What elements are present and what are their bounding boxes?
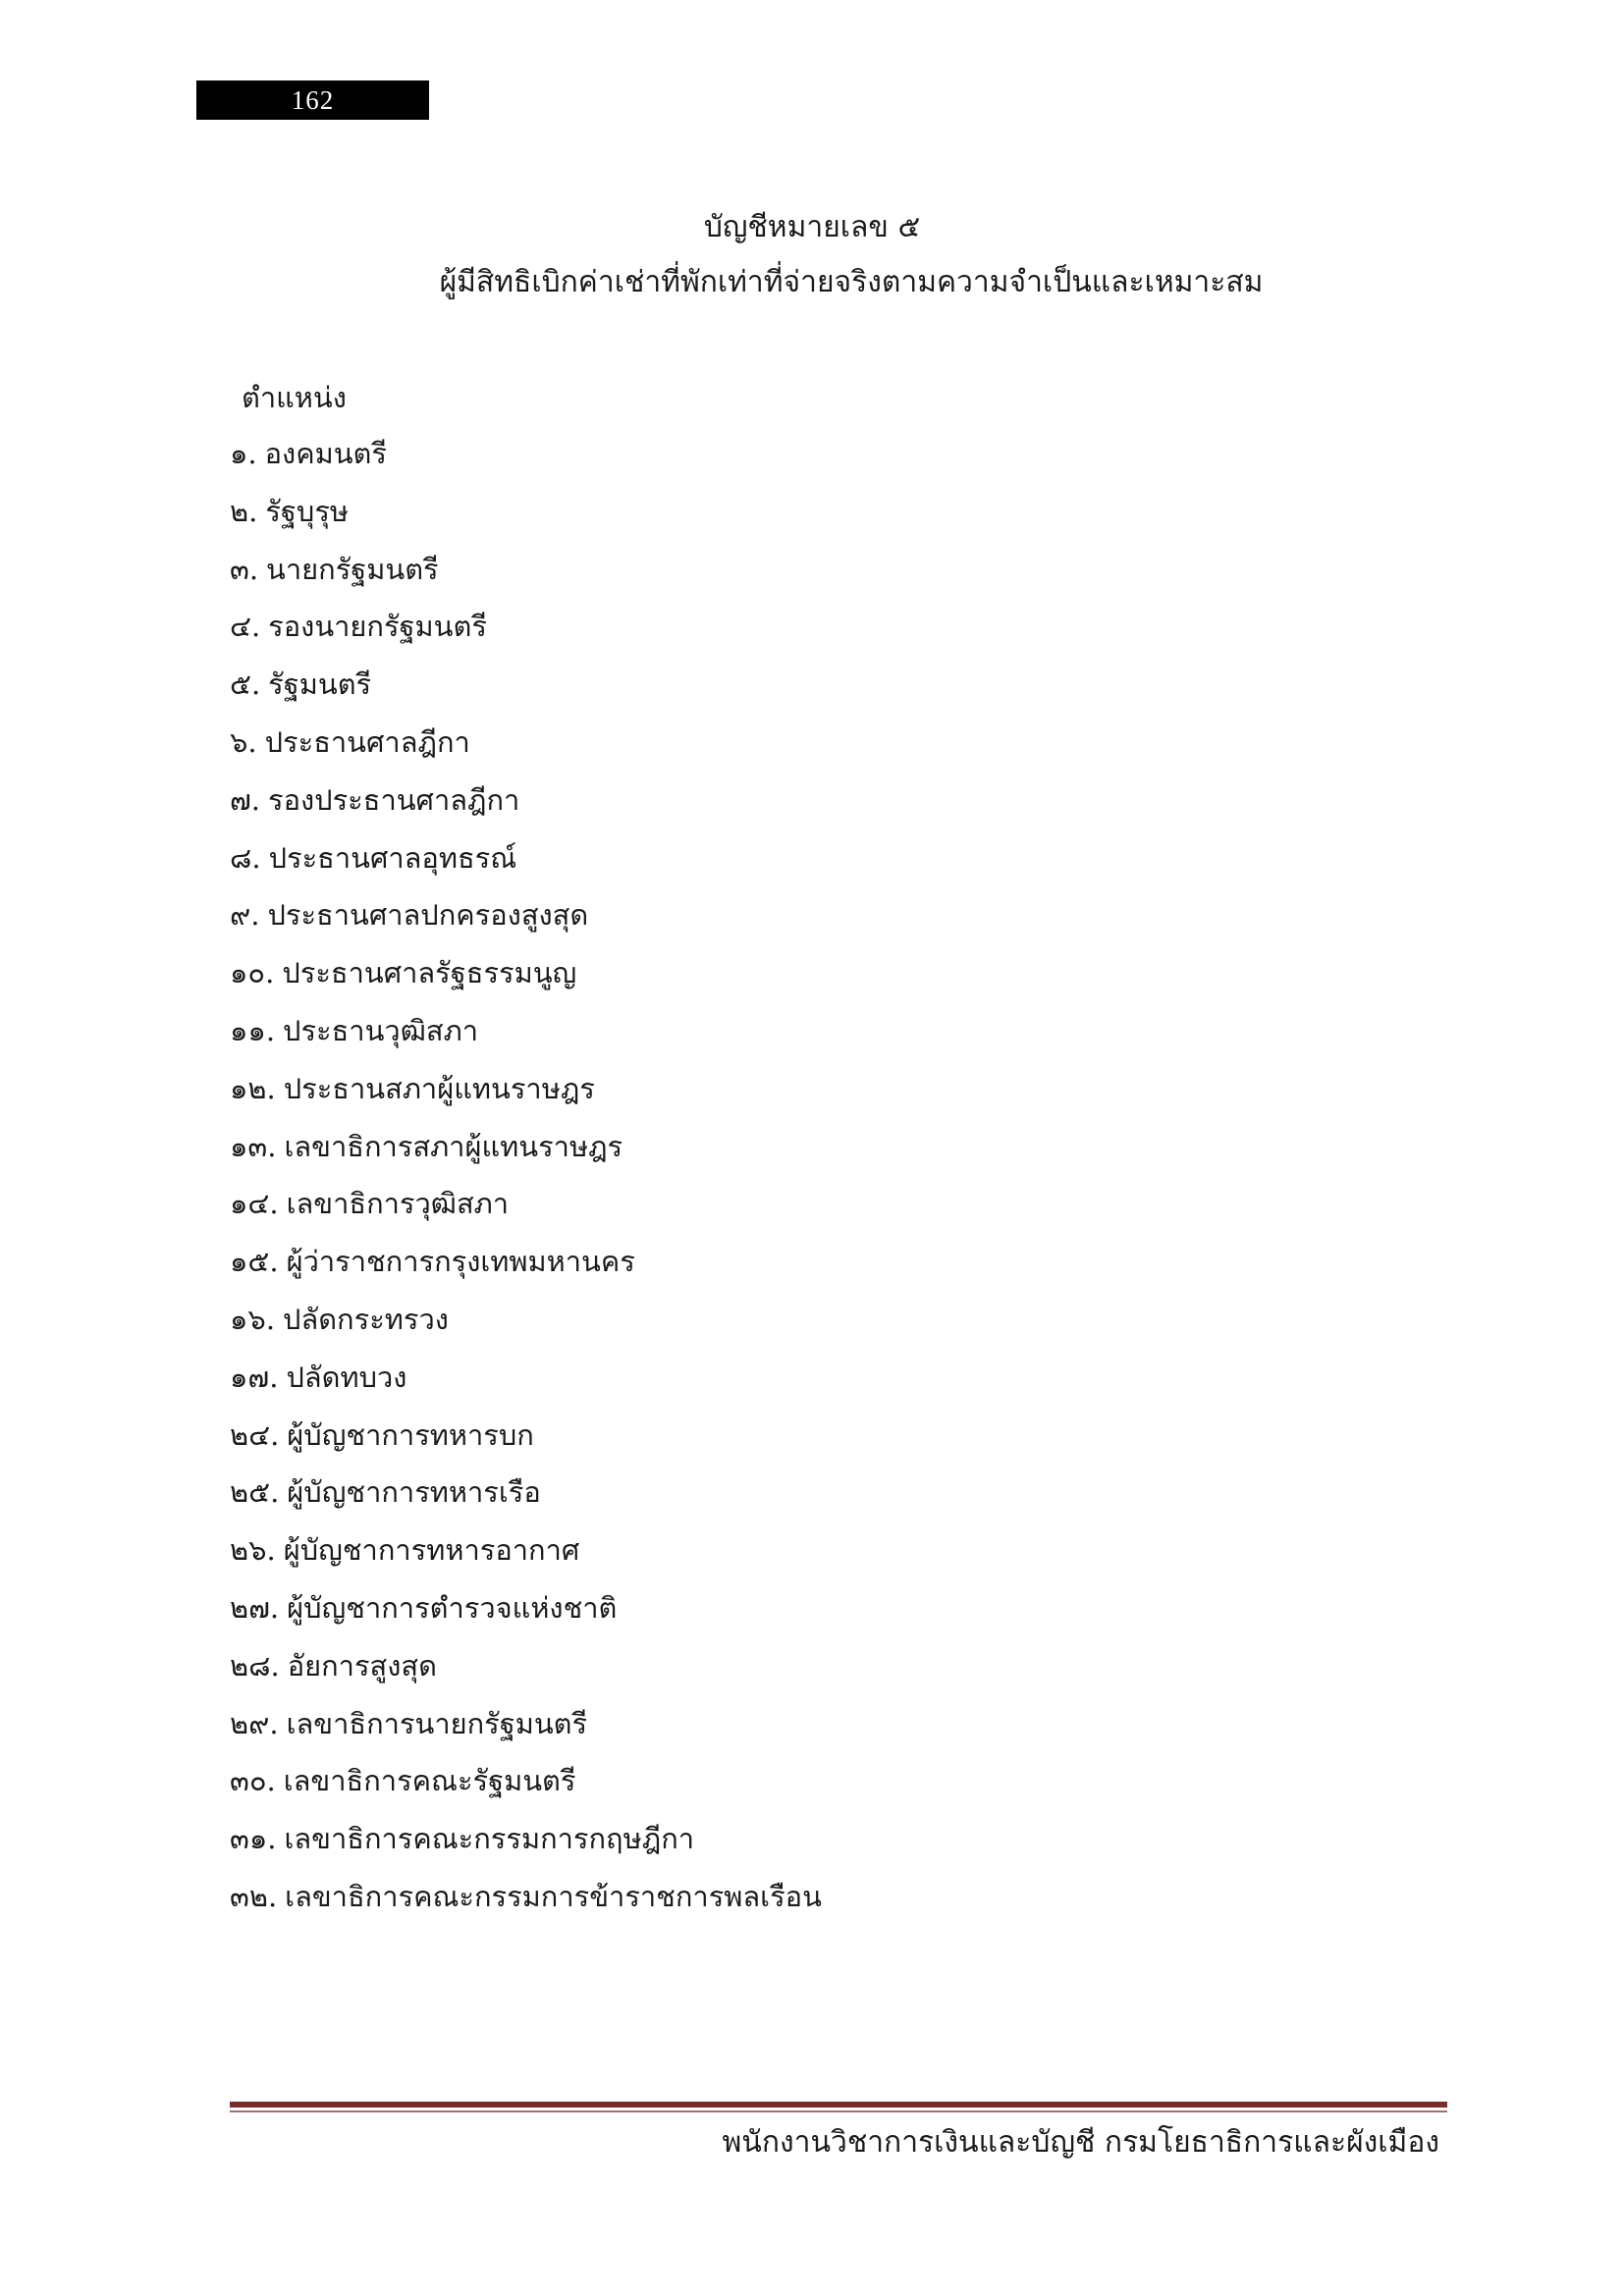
list-item-title: เลขาธิการคณะกรรมการข้าราชการพลเรือน [285,1879,822,1913]
list-item-number: ๑๕. [230,1245,279,1279]
list-item [230,1127,822,1185]
list-item-title: อัยการสูงสุด [287,1648,437,1682]
list-item [230,1877,822,1935]
list-item-number: ๒. [230,494,258,528]
list-item [230,1069,822,1127]
list-item-title: ผู้บัญชาการทหารเรือ [287,1475,541,1510]
list-item-number: ๒๕. [230,1475,280,1510]
list-item [230,1242,822,1300]
footer-text: พนักงานวิชาการเงินและบัญชี กรมโยธาธิการและผังเมือง [722,2125,1439,2160]
list-item-number: ๒๖. [230,1533,276,1568]
list-item [230,492,822,550]
footer-divider-thin [230,2110,1447,2112]
list-item [230,780,822,838]
footer-divider [230,2102,1447,2108]
list-item-number: ๑๑. [230,1013,276,1047]
document-subtitle: ผู้มีสิทธิเบิกค่าเช่าที่พักเท่าที่จ่ายจริงตามความจำเป็นและเหมาะสม [439,265,1264,299]
list-item-number: ๑๗. [230,1360,279,1394]
list-item-title: ผู้บัญชาการตำรวจแห่งชาติ [287,1590,618,1625]
list-item [230,838,822,896]
list-item [230,434,822,492]
list-item [230,1819,822,1877]
list-item-number: ๑๒. [230,1071,276,1105]
list-item [230,895,822,953]
list-item-number: ๖. [230,724,257,759]
list-item-title: ปลัดทบวง [286,1360,407,1394]
document-title: บัญชีหมายเลข ๕ [703,210,921,244]
list-item [230,1704,822,1762]
list-item-number: ๕. [230,667,261,702]
list-item-number: ๒๘. [230,1648,280,1682]
list-item-number: ๒๙. [230,1706,279,1740]
list-item-title: ประธานศาลปกครองสูงสุด [267,898,589,933]
list-item-number: ๒๔. [230,1417,280,1452]
list-item [230,1300,822,1358]
list-item-title: ประธานศาลอุทธรณ์ [268,840,517,875]
list-item-number: ๑. [230,437,257,470]
position-list [230,434,822,1935]
list-item [230,1530,822,1588]
list-item [230,607,822,665]
list-item [230,722,822,780]
list-item-title: นายกรัฐมนตรี [266,552,439,586]
list-item-number: ๔. [230,610,261,644]
list-item-title: ผู้ว่าราชการกรุงเทพมหานคร [286,1245,635,1279]
list-item-title: ผู้บัญชาการทหารบก [287,1417,534,1452]
list-item-title: ปลัดกระทรวง [283,1302,449,1336]
list-item-number: ๗. [230,782,261,817]
list-item-number: ๑๐. [230,956,275,990]
list-item-title: ผู้บัญชาการทหารอากาศ [283,1533,580,1568]
list-item-number: ๒๗. [230,1590,280,1625]
list-item [230,1415,822,1473]
list-item [230,665,822,722]
list-item [230,1472,822,1530]
list-item-title: ประธานวุฒิสภา [283,1013,478,1047]
list-item-title: เลขาธิการคณะรัฐมนตรี [283,1764,576,1798]
list-item-title: เลขาธิการวุฒิสภา [286,1187,510,1221]
list-item [230,1358,822,1415]
list-item [230,1184,822,1242]
list-item-number: ๑๖. [230,1302,276,1336]
list-item-number: ๑๓. [230,1129,277,1163]
list-item-title: รองนายกรัฐมนตรี [268,610,487,644]
list-item-number: ๓๒. [230,1879,278,1913]
list-item-title: รัฐบุรุษ [265,494,350,528]
list-item-title: ประธานศาลรัฐธรรมนูญ [282,956,577,990]
list-item-title: องคมนตรี [264,437,387,470]
page-number-badge: 162 [196,80,429,120]
list-item-title: เลขาธิการนายกรัฐมนตรี [286,1706,588,1740]
list-item [230,1761,822,1819]
list-item [230,1011,822,1069]
list-item-number: ๘. [230,840,261,875]
list-item-title: ประธานสภาผู้แทนราษฎร [283,1071,595,1105]
list-item-title: รองประธานศาลฎีกา [268,782,520,817]
list-item-number: ๑๔. [230,1187,279,1221]
list-item-title: เลขาธิการคณะกรรมการกฤษฎีกา [284,1822,695,1856]
list-item-title: รัฐมนตรี [268,667,372,702]
list-item-title: ประธานศาลฎีกา [264,724,470,759]
list-item-title: เลขาธิการสภาผู้แทนราษฎร [284,1129,623,1163]
list-item [230,1646,822,1704]
list-item [230,550,822,608]
list-item [230,953,822,1011]
list-caption: ตำแหน่ง [242,381,347,414]
list-item-number: ๓. [230,552,259,586]
list-item-number: ๓๑. [230,1822,277,1856]
list-item [230,1588,822,1646]
list-item-number: ๓๐. [230,1764,276,1798]
list-item-number: ๙. [230,898,260,933]
